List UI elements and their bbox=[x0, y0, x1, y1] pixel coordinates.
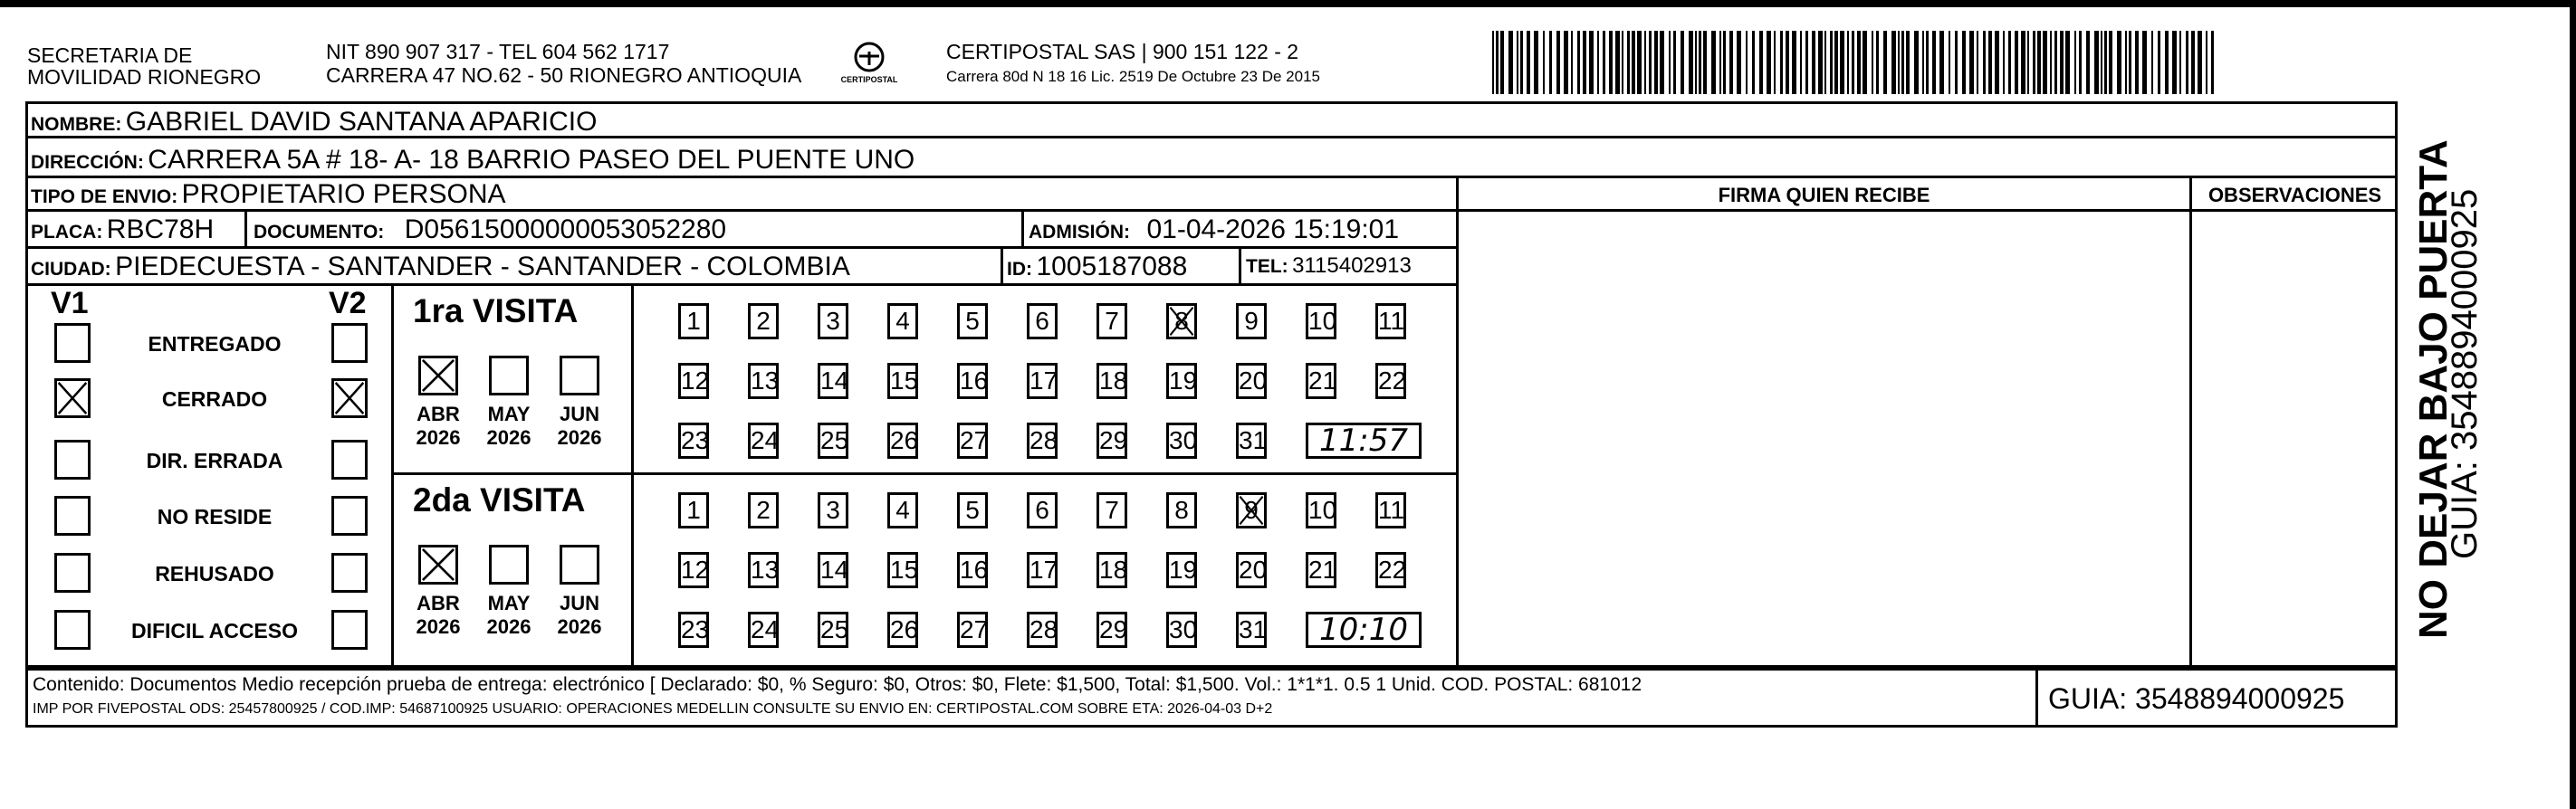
id-divider bbox=[1001, 246, 1003, 283]
visit-title: 1ra VISITA bbox=[413, 292, 579, 329]
ciudad-label: CIUDAD: bbox=[31, 259, 111, 280]
day-box[interactable]: 20 bbox=[1236, 552, 1267, 588]
day-box[interactable]: 22 bbox=[1375, 552, 1406, 588]
day-box[interactable]: 12 bbox=[678, 363, 709, 399]
day-box[interactable]: 31 bbox=[1236, 423, 1267, 459]
tel-divider bbox=[1239, 246, 1241, 283]
nombre-value: GABRIEL DAVID SANTANA APARICIO bbox=[125, 107, 598, 137]
month-checkbox[interactable] bbox=[489, 356, 529, 395]
direccion-label: DIRECCIÓN: bbox=[31, 152, 144, 173]
day-box[interactable]: 29 bbox=[1096, 423, 1127, 459]
footer-guia-divider bbox=[2035, 668, 2038, 728]
day-box[interactable]: 18 bbox=[1096, 363, 1127, 399]
v2-checkbox[interactable] bbox=[331, 496, 368, 536]
row-line-5 bbox=[25, 283, 1456, 286]
status-label: ENTREGADO bbox=[148, 332, 282, 356]
admision-label: ADMISIÓN: bbox=[1029, 222, 1130, 243]
day-box[interactable]: 17 bbox=[1027, 552, 1058, 588]
day-box[interactable]: 7 bbox=[1096, 492, 1127, 528]
day-box[interactable]: 6 bbox=[1027, 303, 1058, 339]
month-label: MAY bbox=[487, 403, 531, 425]
day-box[interactable]: 21 bbox=[1306, 363, 1336, 399]
v2-checkbox[interactable] bbox=[331, 610, 368, 650]
day-box[interactable]: 28 bbox=[1027, 612, 1058, 648]
visit-title: 2da VISITA bbox=[413, 481, 586, 519]
nit-line1: NIT 890 907 317 - TEL 604 562 1717 bbox=[326, 40, 670, 63]
day-box[interactable]: 16 bbox=[957, 552, 988, 588]
tel-cell bbox=[1246, 255, 1412, 277]
day-box[interactable]: 27 bbox=[957, 612, 988, 648]
month-checkbox[interactable] bbox=[560, 545, 599, 585]
day-box[interactable]: 24 bbox=[748, 423, 779, 459]
admision-value: 01-04-2026 15:19:01 bbox=[1146, 214, 1400, 244]
v2-checkbox[interactable] bbox=[331, 323, 368, 363]
firma-divider bbox=[1456, 176, 1459, 668]
day-box[interactable]: 19 bbox=[1166, 552, 1197, 588]
firma-header-line bbox=[1456, 209, 2398, 212]
day-box[interactable]: 13 bbox=[748, 363, 779, 399]
barcode bbox=[1492, 31, 2217, 94]
v1-header: V1 bbox=[51, 286, 89, 320]
day-box[interactable]: 16 bbox=[957, 363, 988, 399]
direccion-row bbox=[31, 147, 915, 174]
month-year: 2026 bbox=[486, 615, 531, 638]
footer-guia: GUIA: 3548894000925 bbox=[2048, 682, 2345, 715]
ciudad-value: PIEDECUESTA - SANTANDER - SANTANDER - COLOMBIA bbox=[115, 252, 850, 281]
row-line-4 bbox=[25, 246, 1456, 249]
v2-checkbox[interactable] bbox=[331, 378, 368, 418]
id-cell bbox=[1007, 253, 1187, 281]
status-divider bbox=[391, 283, 394, 668]
day-box[interactable]: 3 bbox=[818, 303, 848, 339]
day-box[interactable]: 12 bbox=[678, 552, 709, 588]
day-box[interactable]: 2 bbox=[748, 303, 779, 339]
day-box[interactable]: 30 bbox=[1166, 423, 1197, 459]
side-guia: GUIA: 3548894000925 bbox=[2445, 188, 2485, 559]
month-checkbox[interactable] bbox=[418, 356, 458, 395]
ciudad-cell bbox=[31, 253, 850, 281]
day-box[interactable]: 26 bbox=[887, 612, 918, 648]
visit-time: 10:10 bbox=[1306, 612, 1422, 648]
v1-checkbox[interactable] bbox=[54, 496, 91, 536]
month-label: ABR bbox=[417, 592, 460, 614]
v2-checkbox[interactable] bbox=[331, 553, 368, 593]
top-border bbox=[0, 0, 2576, 7]
day-box[interactable]: 24 bbox=[748, 612, 779, 648]
v1-checkbox[interactable] bbox=[54, 440, 91, 480]
day-mark-icon bbox=[1239, 495, 1264, 526]
day-box[interactable]: 15 bbox=[887, 363, 918, 399]
day-box[interactable]: 4 bbox=[887, 303, 918, 339]
month-year: 2026 bbox=[557, 426, 602, 449]
footer-imp: IMP POR FIVEPOSTAL ODS: 25457800925 / COD.IMP: 54687100925 USUARIO: OPERACIONES MEDELLIN CONSULTE SU ENVIO EN: CERTIPOSTAL.COM SOBRE ETA: 2026-04-03 D+2 bbox=[33, 701, 1273, 717]
month-year: 2026 bbox=[486, 426, 531, 449]
month-year: 2026 bbox=[557, 615, 602, 638]
tipo-label: TIPO DE ENVIO: bbox=[31, 186, 178, 207]
day-box[interactable]: 11 bbox=[1375, 492, 1406, 528]
day-box[interactable]: 6 bbox=[1027, 492, 1058, 528]
day-box[interactable]: 15 bbox=[887, 552, 918, 588]
documento-cell bbox=[254, 216, 726, 243]
org-line2: MOVILIDAD RIONEGRO bbox=[27, 65, 262, 89]
placa-value: RBC78H bbox=[106, 214, 215, 244]
row-line-3 bbox=[25, 209, 1456, 212]
firma-header: FIRMA QUIEN RECIBE bbox=[1718, 184, 1930, 206]
id-label: ID: bbox=[1007, 259, 1032, 280]
day-box[interactable]: 17 bbox=[1027, 363, 1058, 399]
status-label: CERRADO bbox=[161, 387, 268, 411]
tel-value: 3115402913 bbox=[1292, 253, 1412, 278]
placa-label: PLACA: bbox=[31, 222, 103, 243]
day-box[interactable]: 18 bbox=[1096, 552, 1127, 588]
org-line1: SECRETARIA DE bbox=[27, 43, 193, 67]
courier-line1: CERTIPOSTAL SAS | 900 151 122 - 2 bbox=[946, 40, 1299, 63]
month-label: JUN bbox=[559, 592, 599, 614]
visit-time: 11:57 bbox=[1306, 423, 1422, 459]
month-divider bbox=[631, 283, 634, 668]
day-box[interactable]: 27 bbox=[957, 423, 988, 459]
day-box[interactable]: 11 bbox=[1375, 303, 1406, 339]
day-box[interactable]: 29 bbox=[1096, 612, 1127, 648]
v1-checkbox[interactable] bbox=[54, 610, 91, 650]
day-box[interactable]: 9 bbox=[1236, 492, 1267, 528]
month-checkbox[interactable] bbox=[418, 545, 458, 585]
logo-text: CERTIPOSTAL bbox=[840, 75, 898, 84]
month-label: JUN bbox=[559, 403, 599, 425]
day-mark-icon bbox=[1169, 306, 1194, 337]
day-box[interactable]: 5 bbox=[957, 492, 988, 528]
nombre-label: NOMBRE: bbox=[31, 114, 122, 135]
documento-value: D05615000000053052280 bbox=[404, 214, 727, 244]
v1-checkbox[interactable] bbox=[54, 553, 91, 593]
day-box[interactable]: 1 bbox=[678, 303, 709, 339]
day-box[interactable]: 30 bbox=[1166, 612, 1197, 648]
id-value: 1005187088 bbox=[1036, 252, 1188, 281]
day-box[interactable]: 23 bbox=[678, 612, 709, 648]
day-box[interactable]: 8 bbox=[1166, 492, 1197, 528]
month-checkbox[interactable] bbox=[489, 545, 529, 585]
status-label: REHUSADO bbox=[155, 562, 274, 585]
day-box[interactable]: 23 bbox=[678, 423, 709, 459]
nit-line2: CARRERA 47 NO.62 - 50 RIONEGRO ANTIOQUIA bbox=[326, 63, 802, 87]
row-line-2 bbox=[25, 176, 2398, 178]
month-year: 2026 bbox=[416, 615, 461, 638]
day-box[interactable]: 31 bbox=[1236, 612, 1267, 648]
obs-divider bbox=[2189, 176, 2192, 668]
day-box[interactable]: 1 bbox=[678, 492, 709, 528]
nombre-row bbox=[31, 109, 597, 136]
day-box[interactable]: 9 bbox=[1236, 303, 1267, 339]
side-warning: NO DEJAR BAJO PUERTA bbox=[2411, 139, 2456, 639]
day-box[interactable]: 28 bbox=[1027, 423, 1058, 459]
v2-header: V2 bbox=[329, 286, 367, 320]
day-box[interactable]: 8 bbox=[1166, 303, 1197, 339]
status-label: DIFICIL ACCESO bbox=[130, 619, 298, 642]
month-label: MAY bbox=[487, 592, 531, 614]
day-box[interactable]: 10 bbox=[1306, 303, 1336, 339]
day-box[interactable]: 2 bbox=[748, 492, 779, 528]
day-box[interactable]: 25 bbox=[818, 612, 848, 648]
day-box[interactable]: 5 bbox=[957, 303, 988, 339]
tipo-row bbox=[31, 181, 506, 208]
day-box[interactable]: 22 bbox=[1375, 363, 1406, 399]
day-box[interactable]: 14 bbox=[818, 552, 848, 588]
day-box[interactable]: 25 bbox=[818, 423, 848, 459]
certipostal-logo bbox=[838, 40, 901, 90]
tipo-value: PROPIETARIO PERSONA bbox=[181, 179, 506, 209]
day-box[interactable]: 26 bbox=[887, 423, 918, 459]
status-label: NO RESIDE bbox=[157, 505, 273, 528]
footer-contenido: Contenido: Documentos Medio recepción prueba de entrega: electrónico [ Declarado: $0, % Seguro: $0, Otros: $0, Flete: $1,500, Total: $1,500. Vol.: 1*1*1. 0.5 1 Unid. COD. POSTAL: 681012 bbox=[33, 674, 1642, 695]
tel-label: TEL: bbox=[1246, 256, 1288, 277]
admision-divider bbox=[1021, 209, 1024, 246]
direccion-value: CARRERA 5A # 18- A- 18 BARRIO PASEO DEL PUENTE UNO bbox=[148, 145, 915, 175]
day-box[interactable]: 13 bbox=[748, 552, 779, 588]
visit-divider bbox=[391, 472, 1456, 475]
day-box[interactable]: 20 bbox=[1236, 363, 1267, 399]
v1-checkbox[interactable] bbox=[54, 378, 91, 418]
v2-checkbox[interactable] bbox=[331, 440, 368, 480]
day-box[interactable]: 10 bbox=[1306, 492, 1336, 528]
month-label: ABR bbox=[417, 403, 460, 425]
month-year: 2026 bbox=[416, 426, 461, 449]
documento-label: DOCUMENTO: bbox=[254, 222, 385, 243]
month-checkbox[interactable] bbox=[560, 356, 599, 395]
day-box[interactable]: 7 bbox=[1096, 303, 1127, 339]
day-box[interactable]: 19 bbox=[1166, 363, 1197, 399]
observaciones-header: OBSERVACIONES bbox=[2207, 184, 2382, 206]
status-label: DIR. ERRADA bbox=[146, 449, 283, 472]
day-box[interactable]: 3 bbox=[818, 492, 848, 528]
v1-checkbox[interactable] bbox=[54, 323, 91, 363]
day-box[interactable]: 21 bbox=[1306, 552, 1336, 588]
placa-cell bbox=[31, 216, 214, 243]
placa-divider bbox=[244, 209, 247, 246]
day-box[interactable]: 14 bbox=[818, 363, 848, 399]
right-border bbox=[2570, 0, 2576, 809]
day-box[interactable]: 4 bbox=[887, 492, 918, 528]
courier-line2: Carrera 80d N 18 16 Lic. 2519 De Octubre 23 De 2015 bbox=[946, 68, 1320, 85]
admision-cell bbox=[1029, 216, 1399, 243]
